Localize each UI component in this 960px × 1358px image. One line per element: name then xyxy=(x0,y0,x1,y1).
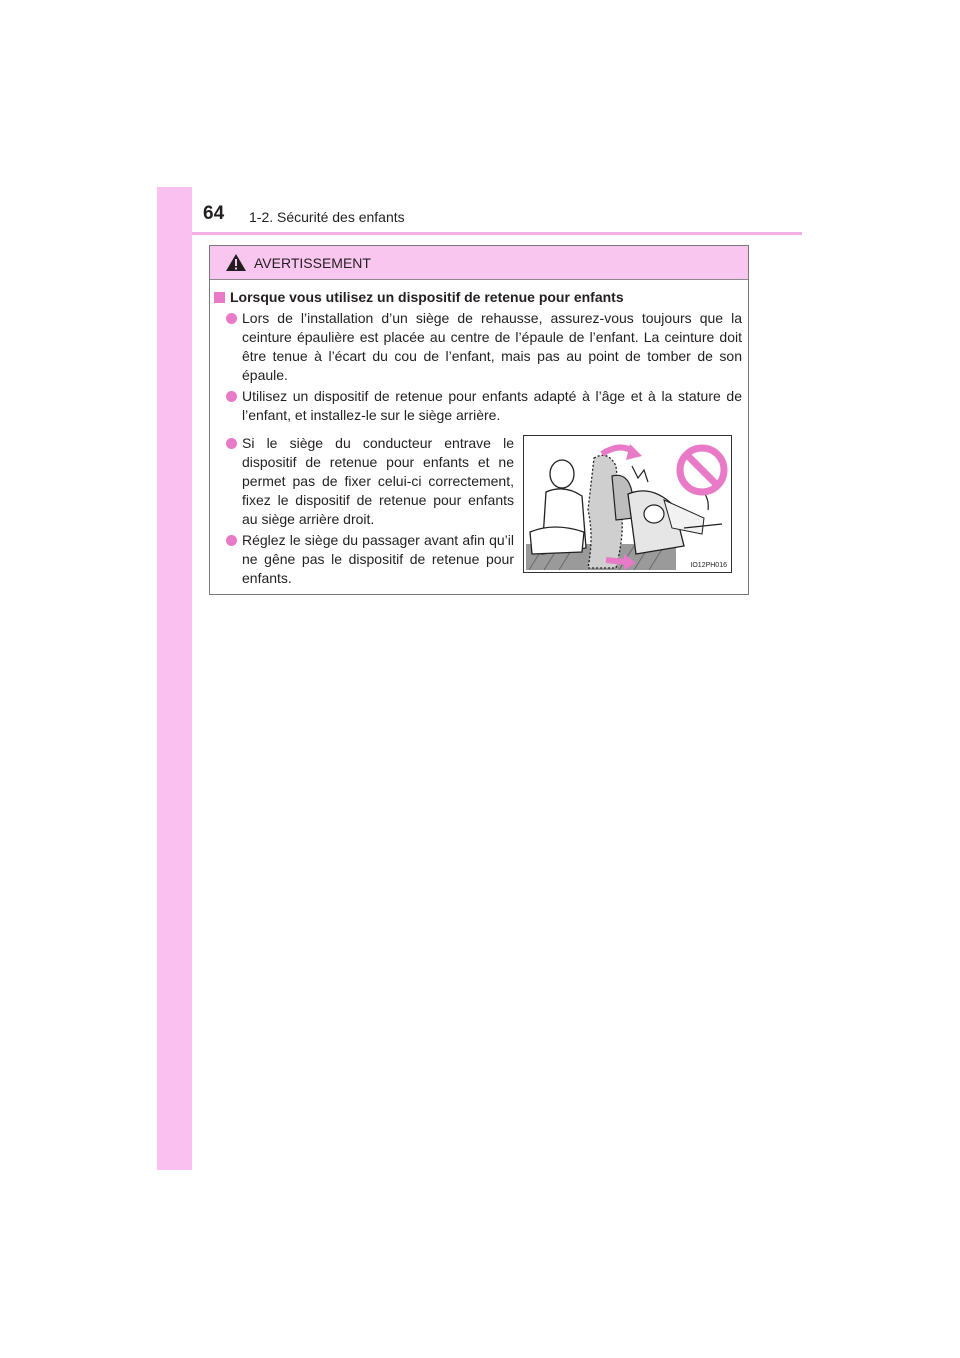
figure-code: IO12PH016 xyxy=(690,562,727,569)
side-band xyxy=(157,187,192,1170)
bullet-item xyxy=(242,387,742,425)
square-bullet-icon xyxy=(214,292,225,303)
bullet-text: Si le siège du conducteur entrave le dispositif de retenue pour enfants et ne permet pas de fixer celui-ci correctement, fixez le dispositif de retenue pour enfants au siège arrière droit. xyxy=(242,435,514,527)
warning-title: AVERTISSEMENT xyxy=(254,255,371,271)
bullet-dot-icon xyxy=(226,535,237,546)
bullet-dot-icon xyxy=(226,313,237,324)
seat-illustration-drawing xyxy=(524,436,731,572)
section-title: 1-2. Sécurité des enfants xyxy=(249,209,405,225)
warning-heading-text: Lorsque vous utilisez un dispositif de retenue pour enfants xyxy=(230,289,624,305)
warning-box xyxy=(209,245,749,595)
bullet-item xyxy=(242,531,514,588)
bullet-text: Réglez le siège du passager avant afin qu’il ne gêne pas le dispositif de retenue pour enfants. xyxy=(242,532,514,586)
bullet-dot-icon xyxy=(226,438,237,449)
bullet-text: Utilisez un dispositif de retenue pour enfants adapté à l’âge et à la stature de l’enfant, et installez-le sur le siège arrière. xyxy=(242,388,742,423)
bullet-text: Lors de l’installation d’un siège de rehausse, assurez-vous toujours que la ceinture épaulière est placée au centre de l’épaule de l’enfant. La ceinture doit être tenue à l’écart du cou de l’enfant, mais pas au point de tomber de son épaule. xyxy=(242,310,742,383)
bullet-item xyxy=(242,309,742,385)
header-line xyxy=(192,232,802,235)
bullet-dot-icon xyxy=(226,391,237,402)
seat-illustration xyxy=(523,435,732,573)
page-number: 64 xyxy=(203,203,225,224)
warning-header xyxy=(210,246,748,280)
warning-triangle-icon xyxy=(225,253,247,277)
warning-heading xyxy=(214,289,624,305)
bullet-item xyxy=(242,434,514,529)
